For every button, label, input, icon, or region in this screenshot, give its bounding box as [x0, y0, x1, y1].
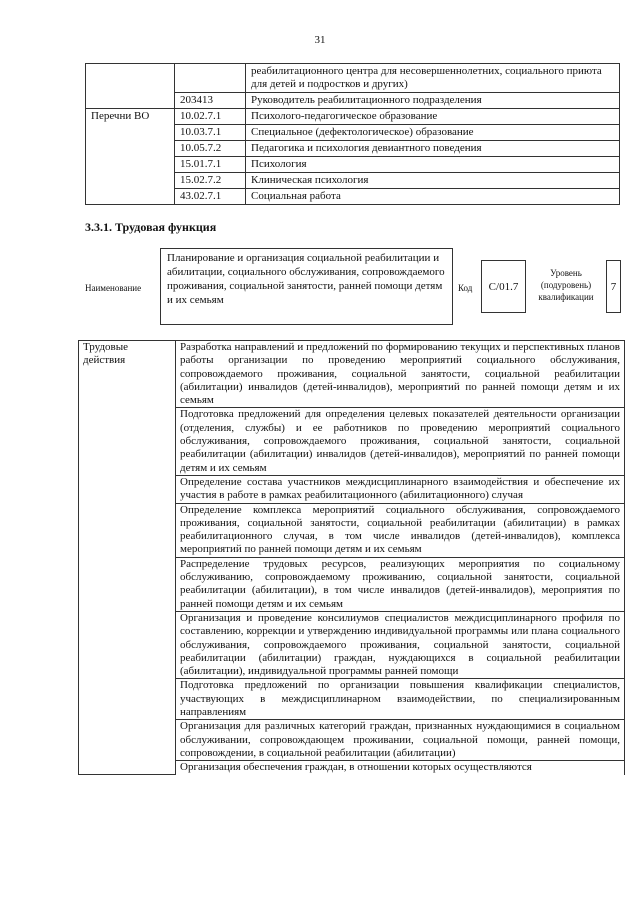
labor-action-text: Подготовка предложений для определения целевых показателей деятельности организации (отделения, службы) и ее работников по проведению мероприятий социального обслуживания, сопровождаемого проживания, социальной занятости, социальной реабилитации (абилитации) инвалидов (детей-инвалидов), мероприятий по ранней помощи детям и их семьям: [176, 408, 625, 475]
codes-row-text: Психолого-педагогическое образование: [246, 109, 620, 125]
codes-row-code: 10.03.7.1: [175, 125, 246, 141]
level-label: Уровень (подуровень) квалификации: [538, 268, 594, 302]
codes-row-code: 15.01.7.1: [175, 157, 246, 173]
labor-action-text: Распределение трудовых ресурсов, реализующих мероприятия по социальному обслуживанию, сопровождаемому проживанию, социальной занятости, социальной реабилитации (абилитации), в том числе инвалидов (детей-инвалидов), мероприятия по ранней помощи детям и их семьям: [176, 557, 625, 611]
codes-row-code: [175, 64, 246, 93]
codes-row-code: 203413: [175, 93, 246, 109]
codes-row: [86, 64, 620, 93]
codes-row-label: [86, 64, 175, 109]
labor-actions-table: [78, 340, 625, 775]
codes-row-code: 15.02.7.2: [175, 173, 246, 189]
labor-action-text: Разработка направлений и предложений по формированию текущих и перспективных планов работы организации по проведению мероприятий социального обслуживания, сопровождаемого проживания, социальной занятости, социальной реабилитации (абилитации) инвалидов (детей-инвалидов), мероприятий по ранней помощи детям и их семьям: [176, 341, 625, 408]
codes-row: [86, 109, 620, 125]
function-name: Планирование и организация социальной реабилитации и абилитации, социального обслуживания, сопровождаемого проживания, социальной занятости, ранней помощи детям и их семьям: [160, 248, 453, 325]
codes-row-code: 10.05.7.2: [175, 141, 246, 157]
codes-row-code: 43.02.7.1: [175, 189, 246, 205]
labor-action-text: Организация обеспечения граждан, в отношении которых осуществляются: [176, 761, 625, 775]
codes-row-text: реабилитационного центра для несовершеннолетних, социального приюта для детей и подростков и других): [246, 64, 620, 93]
codes-row-text: Специальное (дефектологическое) образование: [246, 125, 620, 141]
codes-row-text: Руководитель реабилитационного подразделения: [246, 93, 620, 109]
section-heading: 3.3.1. Трудовая функция: [85, 220, 217, 234]
code-label: Код: [458, 283, 473, 293]
codes-row-code: 10.02.7.1: [175, 109, 246, 125]
name-label: Наименование: [85, 283, 142, 293]
page-number: 31: [314, 34, 326, 46]
labor-action-text: Организация для различных категорий граждан, признанных нуждающимися в социальном обслуживании, сопровождающем проживании, социальной помощи, ранней помощи, сопровождении, в социальной реабилитации (абилитации): [176, 720, 625, 761]
labor-action-text: Подготовка предложений по организации повышения квалификации специалистов, участвующих в междисциплинарном взаимодействии, по специализированным направлениям: [176, 679, 625, 720]
codes-row-text: Клиническая психология: [246, 173, 620, 189]
codes-row-text: Социальная работа: [246, 189, 620, 205]
codes-table: [85, 63, 620, 205]
labor-actions-label: Трудовые действия: [79, 341, 176, 775]
labor-action-row: [79, 341, 625, 408]
function-code: C/01.7: [481, 260, 526, 313]
labor-action-text: Определение комплекса мероприятий социального обслуживания, сопровождаемого проживания, социальной занятости, социальной реабилитации (абилитации) в рамках реабилитациoнного случая, в том числе инвалидов (детей-инвалидов), комплекса мероприятий по ранней помощи детям и их семьям: [176, 503, 625, 557]
codes-row-text: Психология: [246, 157, 620, 173]
qualification-level: 7: [606, 260, 621, 313]
codes-group-label: Перечни ВО: [86, 109, 175, 205]
codes-row-text: Педагогика и психология девиантного поведения: [246, 141, 620, 157]
labor-action-text: Организация и проведение консилиумов специалистов междисциплинарного профиля по составлению, коррекции и утверждению индивидуальной программы или плана социального обслуживания, сопровождаемого проживания, социальной занятости, социальной реабилитации (абилитации) граждан, нуждающихся в социальной реабилитации (абилитации), индивидуальной программы ранней помощи: [176, 611, 625, 678]
labor-action-text: Определение состава участников междисциплинарного взаимодействия и обеспечение их участия в работе в рамках реабилитационного (абилитационного) случая: [176, 475, 625, 503]
